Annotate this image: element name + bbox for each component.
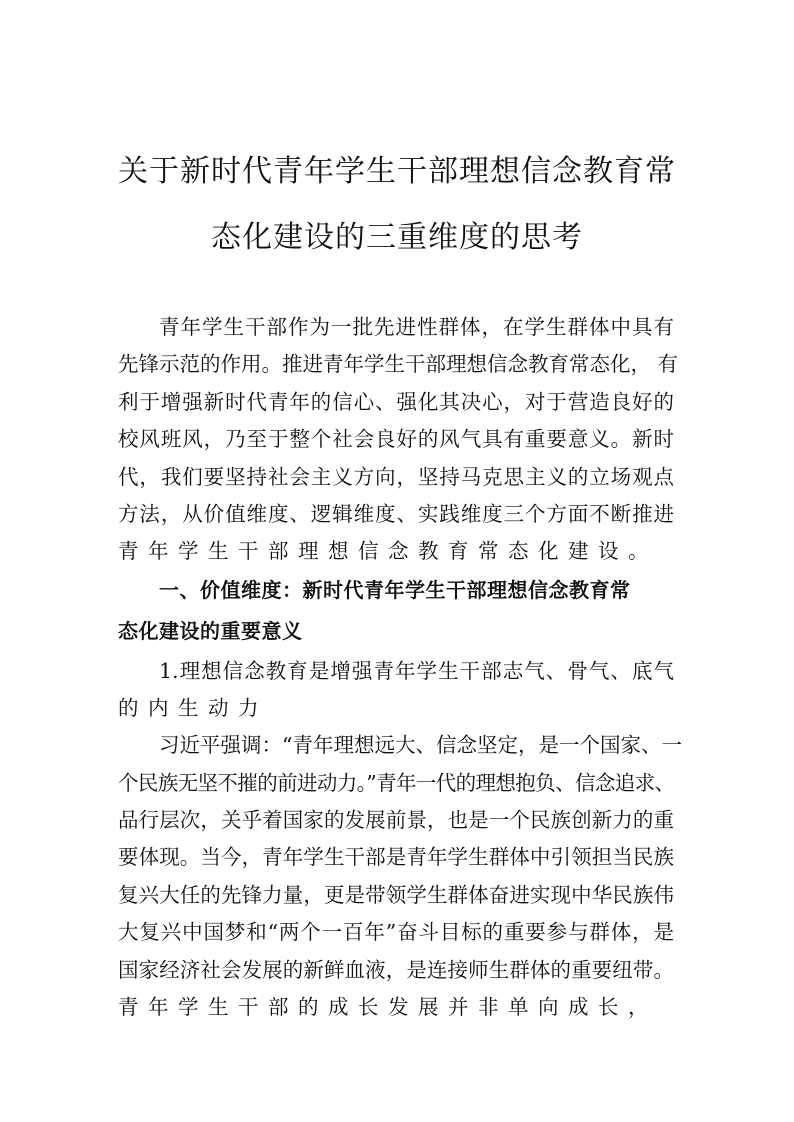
text-line: 青年学生干部的成长发展并非单向成长， bbox=[118, 995, 658, 1020]
body-paragraph bbox=[118, 727, 682, 1026]
heading-line: 一、价值维度：新时代青年学生干部理想信念教育常 bbox=[159, 577, 631, 602]
heading-line: 的内生动力 bbox=[118, 695, 268, 720]
text-line: 利于增强新时代青年的信心、强化其决心，对于营造良好的 bbox=[118, 389, 674, 414]
text-line: 青年学生干部作为一批先进性群体，在学生群体中具有 bbox=[159, 315, 674, 339]
text-line: 校风班风，乃至于整个社会良好的风气具有重要意义。新时 bbox=[118, 427, 674, 452]
heading-line: 态化建设的重要意义 bbox=[118, 619, 303, 644]
text-line: 国家经济社会发展的新鲜血液，是连接师生群体的重要纽带。 bbox=[118, 957, 674, 982]
text-line: 要体现。当今，青年学生干部是青年学生群体中引领担当民族 bbox=[118, 845, 674, 870]
section-heading bbox=[118, 572, 674, 651]
text-line: 品行层次，关乎着国家的发展前景，也是一个民族创新力的重 bbox=[118, 808, 674, 833]
text-line: 大复兴中国梦和“两个一百年”奋斗目标的重要参与群体，是 bbox=[118, 920, 674, 945]
text-line: 个民族无坚不摧的前进动力。”青年一代的理想抱负、信念追求、 bbox=[118, 770, 674, 795]
text-line: 方法，从价值维度、逻辑维度、实践维度三个方面不断推进 bbox=[118, 501, 674, 526]
title-line-1: 关于新时代青年学生干部理想信念教育常 bbox=[118, 154, 676, 189]
document-body bbox=[118, 309, 682, 1026]
intro-paragraph bbox=[118, 309, 679, 571]
text-line: 代，我们要坚持社会主义方向，坚持马克思主义的立场观点 bbox=[118, 464, 674, 489]
title-line-2: 态化建设的三重维度的思考 bbox=[211, 220, 583, 255]
text-line: 青年学生干部理想信念教育常态化建设。 bbox=[118, 539, 658, 564]
text-line: 复兴大任的先锋力量，更是带领学生群体奋进实现中华民族伟 bbox=[118, 882, 674, 907]
text-line: 习近平强调：“青年理想远大、信念坚定，是一个国家、一 bbox=[159, 733, 682, 758]
subsection-heading bbox=[118, 653, 674, 728]
heading-line: 1.理想信念教育是增强青年学生干部志气、骨气、底气 bbox=[159, 658, 674, 683]
text-line: 先锋示范的作用。推进青年学生干部理想信念教育常态化， 有 bbox=[118, 352, 679, 377]
